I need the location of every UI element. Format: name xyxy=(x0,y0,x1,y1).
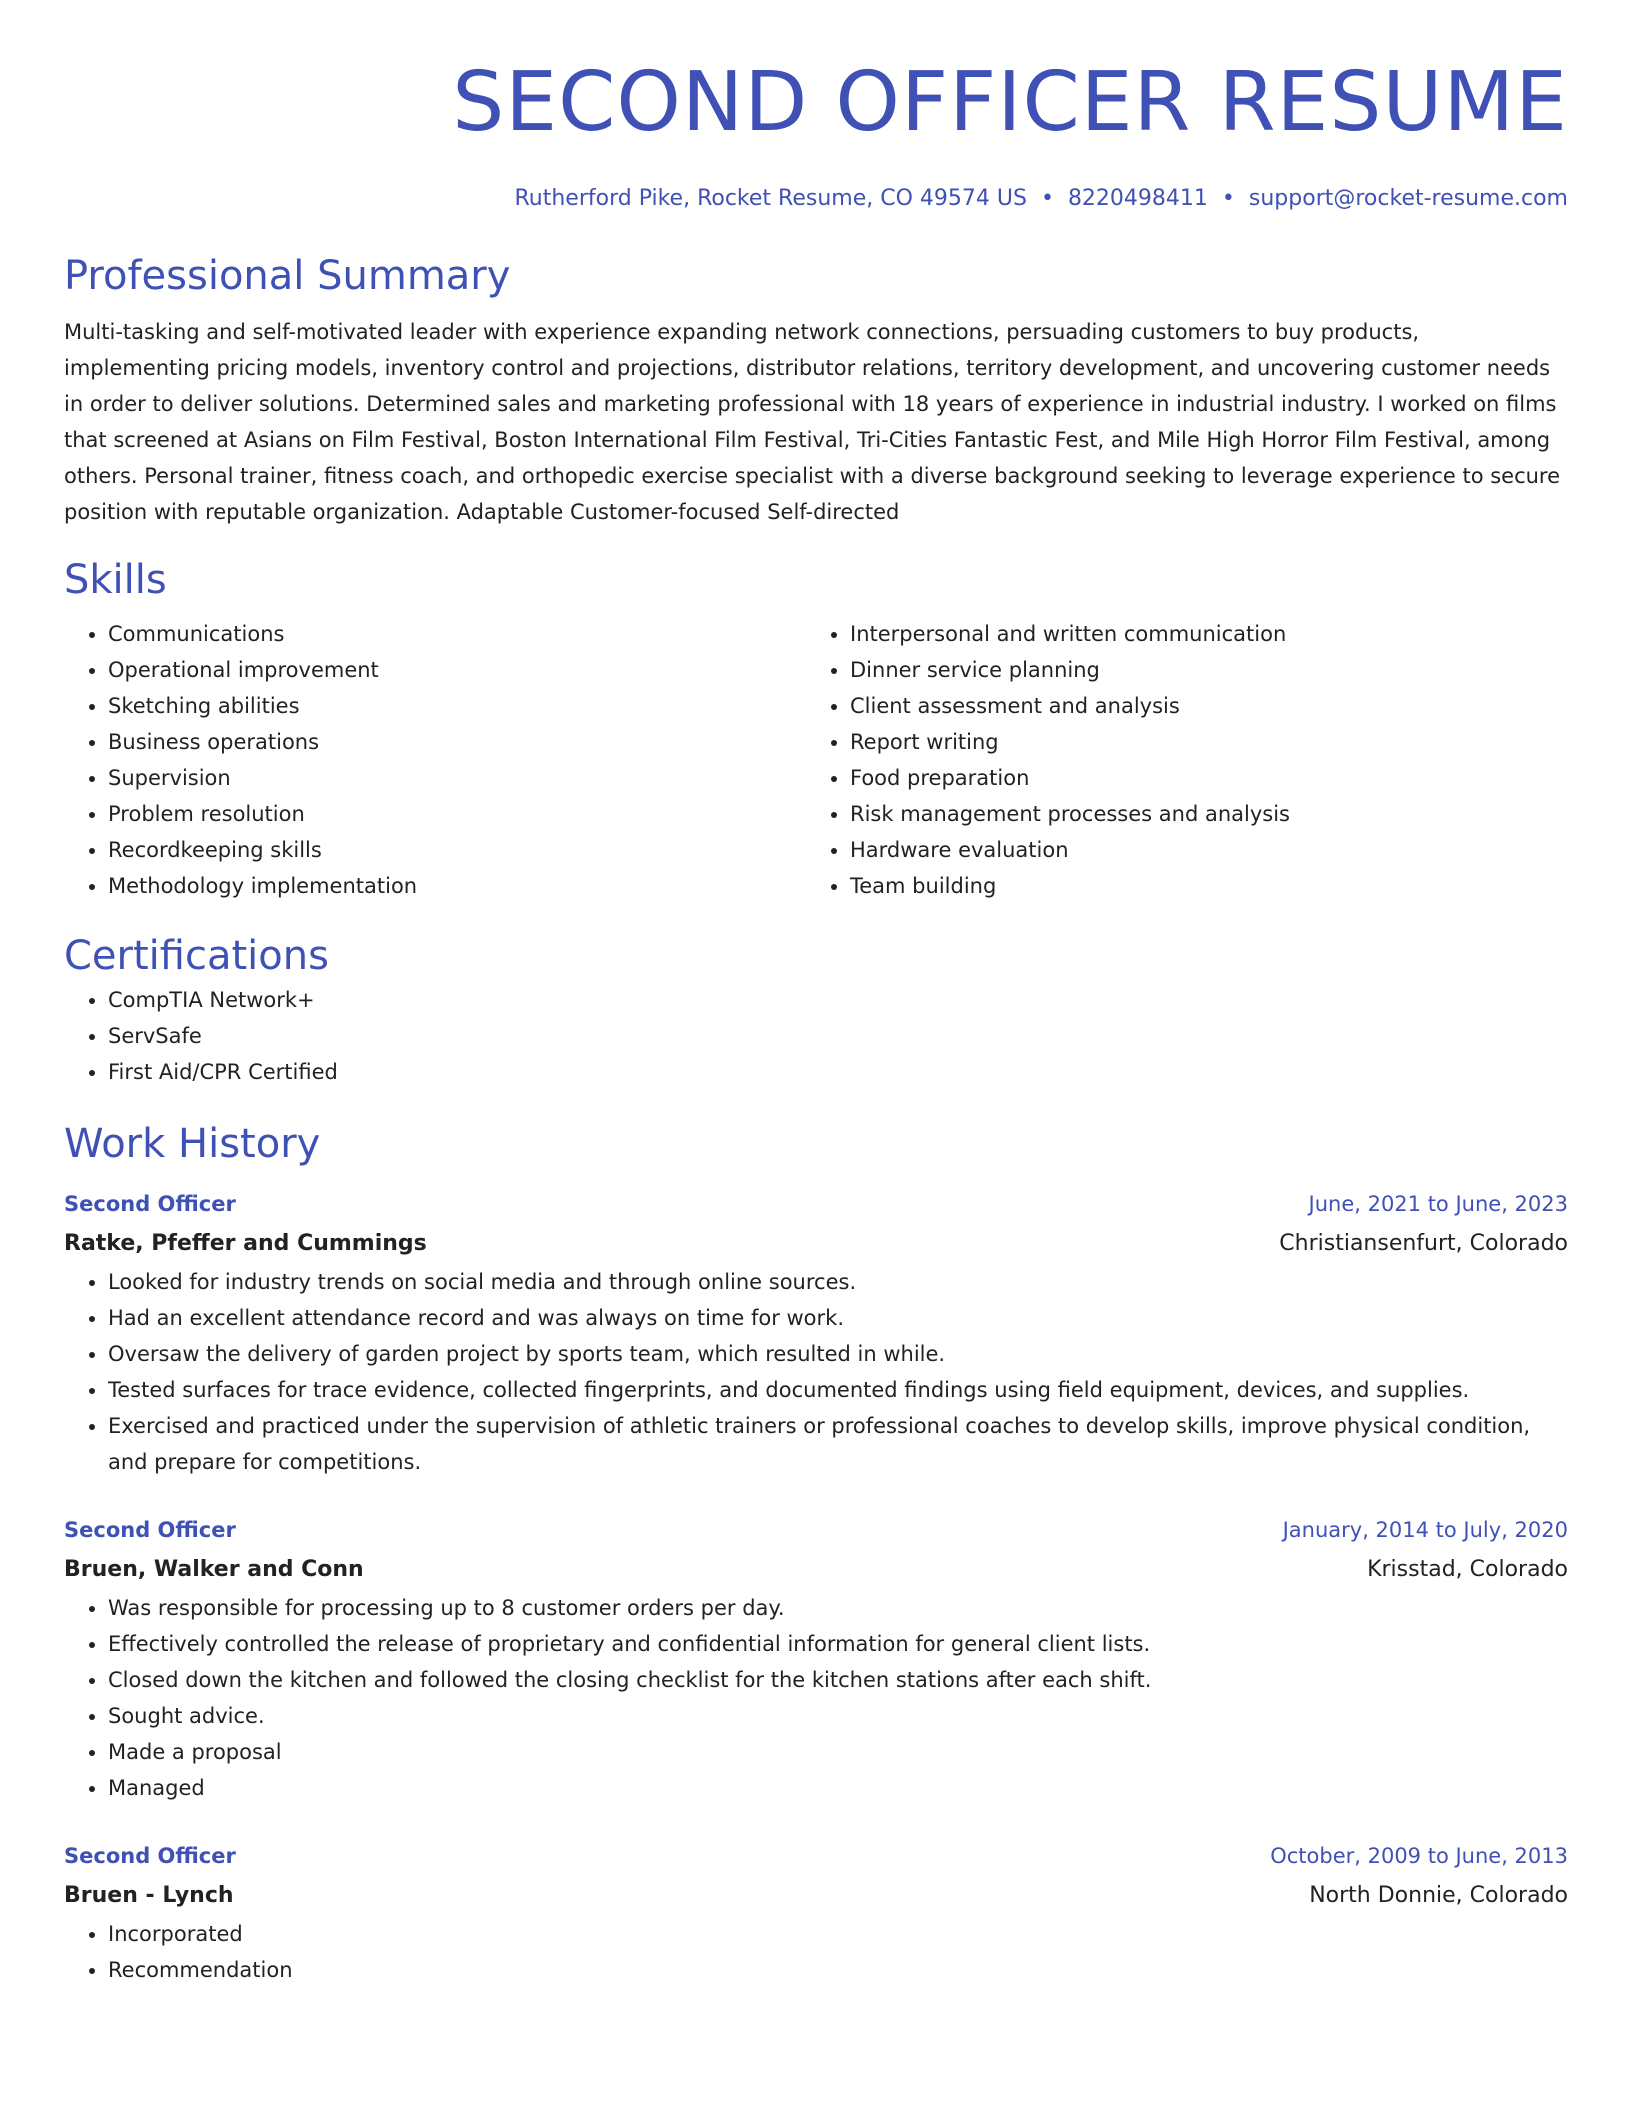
contact-line xyxy=(64,184,1568,214)
skills-list-right xyxy=(806,616,1548,904)
job-duty: • Was responsible for processing up to 8 customer orders per day. xyxy=(108,1590,1568,1626)
skill-item: • Business operations xyxy=(108,724,806,760)
skill-item: • Risk management processes and analysis xyxy=(850,796,1548,832)
job-dates: January, 2014 to July, 2020 xyxy=(1282,1518,1568,1542)
job-duties-list xyxy=(64,1264,1568,1480)
skill-item: • Client assessment and analysis xyxy=(850,688,1548,724)
certification-item: • ServSafe xyxy=(108,1018,1568,1054)
job-duty: • Sought advice. xyxy=(108,1698,1568,1734)
job-duty: • Had an excellent attendance record and was always on time for work. xyxy=(108,1300,1568,1336)
skill-item: • Problem resolution xyxy=(108,796,806,832)
skill-item: • Food preparation xyxy=(850,760,1548,796)
job-company: Bruen, Walker and Conn xyxy=(64,1557,364,1582)
skills-column-right xyxy=(806,616,1548,904)
skills-list-left xyxy=(64,616,806,904)
skill-item: • Report writing xyxy=(850,724,1548,760)
job-duty: • Closed down the kitchen and followed the closing checklist for the kitchen stations after each shift. xyxy=(108,1662,1568,1698)
job-duty: • Managed xyxy=(108,1770,1568,1806)
job-location: Christiansenfurt, Colorado xyxy=(1279,1231,1568,1256)
job-entry xyxy=(64,1184,1568,1480)
job-duties-list xyxy=(64,1916,1568,1988)
contact-address: Rutherford Pike, Rocket Resume, CO 49574 US xyxy=(514,186,1027,211)
job-header-row xyxy=(64,1836,1568,1876)
skill-item: • Recordkeeping skills xyxy=(108,832,806,868)
contact-phone: 8220498411 xyxy=(1067,186,1208,211)
skill-item: • Methodology implementation xyxy=(108,868,806,904)
certifications-list xyxy=(64,982,1568,1090)
job-company-row xyxy=(64,1876,1568,1916)
job-duty: • Incorporated xyxy=(108,1916,1568,1952)
job-title: Second Officer xyxy=(64,1844,236,1868)
job-header-row xyxy=(64,1184,1568,1224)
job-entry xyxy=(64,1510,1568,1806)
skill-item: • Operational improvement xyxy=(108,652,806,688)
contact-separator: • xyxy=(1221,186,1235,211)
job-duty: • Made a proposal xyxy=(108,1734,1568,1770)
resume-title: SECOND OFFICER RESUME xyxy=(452,55,1568,150)
contact-email: support@rocket-resume.com xyxy=(1248,186,1568,211)
job-company: Ratke, Pfeffer and Cummings xyxy=(64,1231,427,1256)
job-dates: October, 2009 to June, 2013 xyxy=(1270,1844,1568,1868)
job-duty: • Looked for industry trends on social media and through online sources. xyxy=(108,1264,1568,1300)
job-duty: • Effectively controlled the release of proprietary and confidential information for general client lists. xyxy=(108,1626,1568,1662)
job-company-row xyxy=(64,1224,1568,1264)
job-entry xyxy=(64,1836,1568,1988)
certification-item: • First Aid/CPR Certified xyxy=(108,1054,1568,1090)
job-company: Bruen - Lynch xyxy=(64,1883,234,1908)
job-location: North Donnie, Colorado xyxy=(1309,1883,1568,1908)
skill-item: • Interpersonal and written communication xyxy=(850,616,1548,652)
skills-grid xyxy=(64,616,1568,904)
skill-item: • Team building xyxy=(850,868,1548,904)
job-location: Krisstad, Colorado xyxy=(1367,1557,1568,1582)
job-company-row xyxy=(64,1550,1568,1590)
job-dates: June, 2021 to June, 2023 xyxy=(1308,1192,1568,1216)
job-title: Second Officer xyxy=(64,1192,236,1216)
skills-heading: Skills xyxy=(64,557,167,603)
job-duties-list xyxy=(64,1590,1568,1806)
job-title: Second Officer xyxy=(64,1518,236,1542)
skill-item: • Supervision xyxy=(108,760,806,796)
skill-item: • Communications xyxy=(108,616,806,652)
job-duty: • Recommendation xyxy=(108,1952,1568,1988)
work-history-heading: Work History xyxy=(64,1121,321,1167)
skills-column-left xyxy=(64,616,806,904)
job-duty: • Exercised and practiced under the supervision of athletic trainers or professional coaches to develop skills, improve physical condition, and prepare for competitions. xyxy=(108,1408,1568,1480)
summary-text: Multi-tasking and self-motivated leader with experience expanding network connections, persuading customers to buy products, implementing pricing models, inventory control and projections, distributor relations, territory development, and uncovering customer needs in order to deliver solutions. Determined sales and marketing professional with 18 years of experience in industrial industry. I worked on films that screened at Asians on Film Festival, Boston International Film Festival, Tri-Cities Fantastic Fest, and Mile High Horror Film Festival, among others. Personal trainer, fitness coach, and orthopedic exercise specialist with a diverse background seeking to leverage experience to secure position with reputable organization. Adaptable Customer-focused Self-directed xyxy=(64,320,1561,524)
skill-item: • Dinner service planning xyxy=(850,652,1548,688)
skill-item: • Hardware evaluation xyxy=(850,832,1548,868)
job-duty: • Tested surfaces for trace evidence, collected fingerprints, and documented findings using field equipment, devices, and supplies. xyxy=(108,1372,1568,1408)
contact-separator: • xyxy=(1040,186,1054,211)
job-duty: • Oversaw the delivery of garden project by sports team, which resulted in while. xyxy=(108,1336,1568,1372)
certifications-heading: Certifications xyxy=(64,933,329,979)
certification-item: • CompTIA Network+ xyxy=(108,982,1568,1018)
skill-item: • Sketching abilities xyxy=(108,688,806,724)
job-header-row xyxy=(64,1510,1568,1550)
summary-heading: Professional Summary xyxy=(64,253,511,299)
